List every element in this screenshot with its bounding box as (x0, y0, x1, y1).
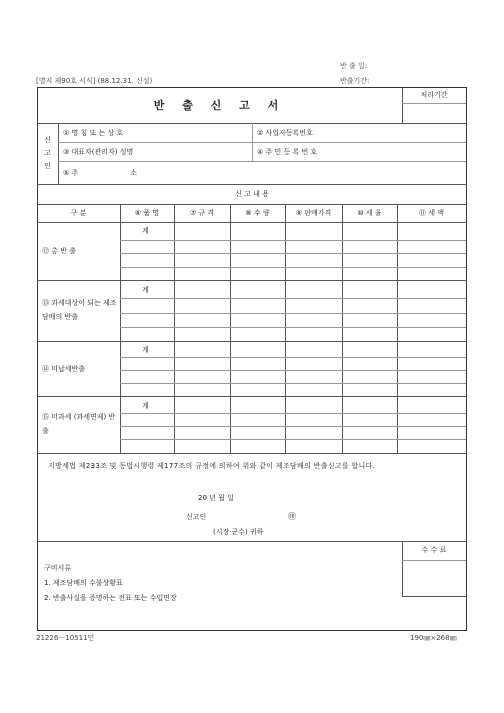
form-reference: [별지 제90호 서식] (88.12.31. 신설) (36, 77, 153, 85)
group-unpaid-tax-export: ⑭ 미납세반출 (42, 364, 86, 373)
group-total-export: ⑫ 총 반 출 (42, 247, 76, 255)
return-period-label: 반출기간: (340, 77, 370, 85)
attachments-heading: 구비서류 (44, 564, 72, 572)
paper-size: 190㎜×268㎜ (410, 634, 457, 642)
form-title: 반 출 신 고 서 (153, 98, 286, 112)
seal-icon: ㊞ (288, 512, 296, 521)
processing-period-label: 처리기간 (420, 91, 448, 100)
subtotal-label: 계 (142, 346, 149, 354)
address-field[interactable]: ⑤ 주 소 (63, 168, 138, 177)
subtotal-label: 계 (142, 286, 149, 294)
report-section-heading: 신 고 내 용 (235, 189, 269, 198)
addressee: (시장·군수) 귀하 (213, 528, 264, 536)
group-taxable-export: ⑬ 과세대상이 되는 제조담배의 반출 (42, 299, 117, 321)
date-line[interactable]: 20 년 월 일 (198, 494, 234, 502)
applicant-side-label: 신 고 인 (44, 135, 51, 171)
col-tax-rate: ⑩ 세 율 (357, 208, 382, 217)
representative-field[interactable]: ③ 대표자(관리자) 성명 (63, 147, 134, 156)
subtotal-label: 계 (142, 227, 149, 235)
col-spec: ⑦ 규 격 (189, 208, 215, 217)
col-category: 구 분 (70, 208, 87, 217)
group-exempt-export: ⑮ 미과세 (과세면제) 반출 (42, 413, 116, 435)
return-date-label: 반 출 일: (340, 62, 368, 70)
resident-reg-no-field[interactable]: ④ 주 민 등 록 번 호 (257, 147, 318, 156)
col-tax-amount: ⑪ 세 액 (419, 208, 444, 217)
fee-label: 수 수 료 (421, 546, 447, 555)
declaration-statement: 지방세법 제233조 및 동법시행령 제177조의 규정에 의하여 위와 같이 제조담배의 반출신고를 합니다. (48, 462, 376, 470)
business-reg-no-field[interactable]: ② 사업자등록번호 (257, 128, 313, 137)
form-code: 21226－10511민 (36, 634, 95, 642)
col-quantity: ⑧ 수 량 (245, 208, 270, 217)
subtotal-label: 계 (142, 402, 149, 410)
col-sale-price: ⑨ 판매가격 (295, 208, 332, 217)
name-or-trade-field[interactable]: ① 명 칭 또 는 상 호 (63, 128, 124, 137)
signer-label: 신고인 (186, 513, 207, 521)
col-item-name: ⑥ 품 명 (134, 208, 160, 217)
attachment-item: 2. 반출사실을 증명하는 전표 또는 수입면장 (44, 594, 177, 602)
attachment-item: 1. 제조담배의 수불상황표 (44, 579, 123, 587)
